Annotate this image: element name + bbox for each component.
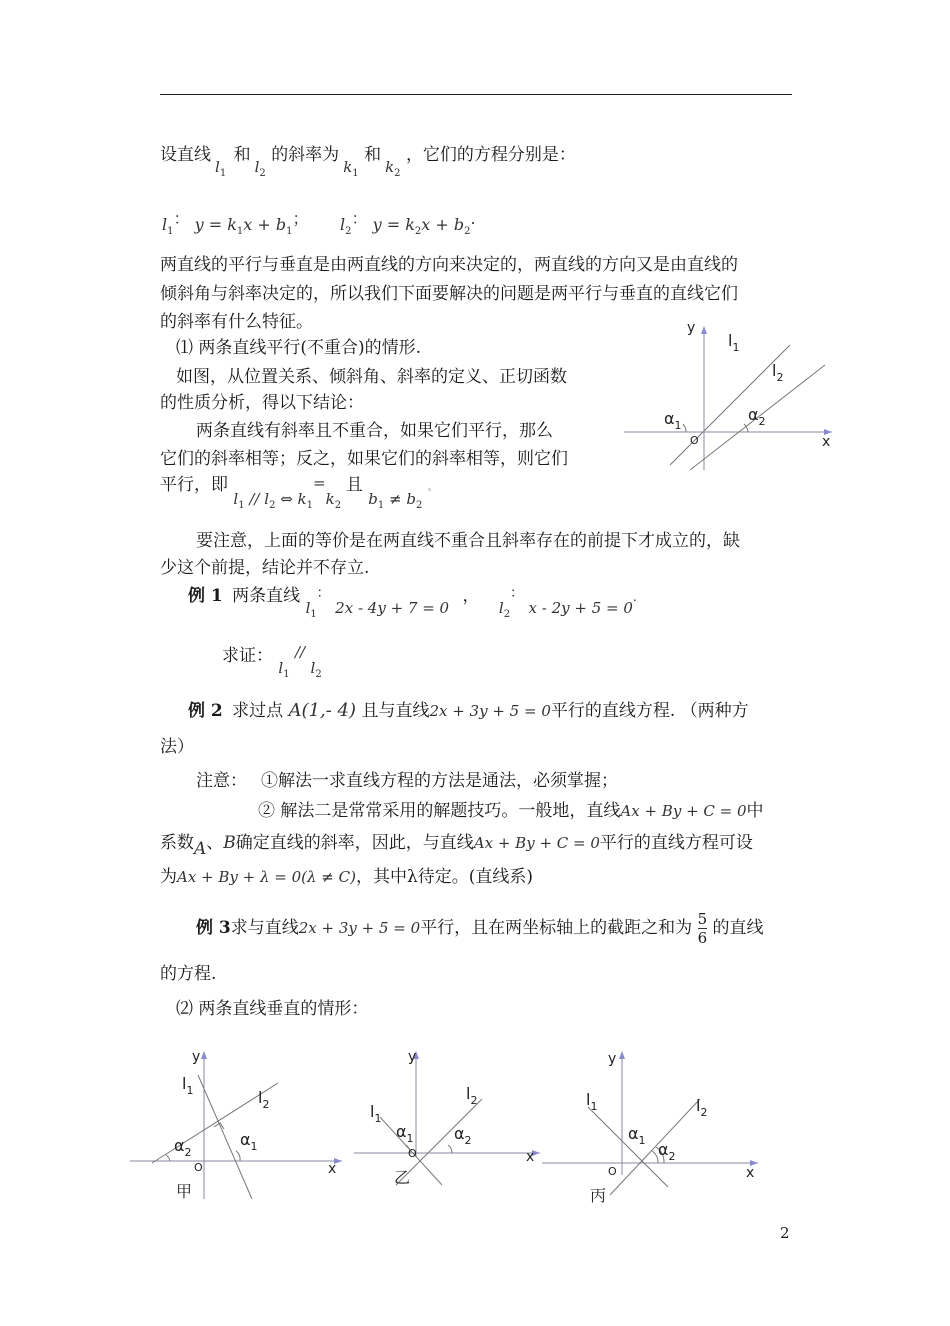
perpendicular-figure-bing: [540, 1045, 770, 1210]
svg-text:O: O: [194, 1161, 203, 1174]
example-1: 例 1 两条直线 $l_1^:$ 2x - 4y + 7 = 0 ， $l_2^:$ x - 2y + 5 = 0.: [188, 586, 637, 620]
svg-text:丙: 丙: [590, 1186, 607, 1205]
page-number: 2: [780, 1224, 790, 1242]
svg-text:α2: $\alpha_2$: [174, 1136, 192, 1159]
note-1: 注意： ①解法一求直线方程的方法是通法，必须掌握；: [196, 771, 618, 791]
perpendicular-figure-jia: [128, 1045, 348, 1205]
svg-text:l1: $l_1$: [728, 331, 740, 354]
svg-text:α1: $\alpha_1$: [396, 1122, 414, 1145]
svg-text:甲: 甲: [176, 1182, 193, 1201]
intro-line: 设直线$l_1$ 和$l_2$ 的斜率为$k_1$ 和$k_2$ ，它们的方程分别是：: [160, 145, 576, 179]
svg-text:x: x: [328, 1161, 337, 1177]
para-conclusion-line3: 平行，即 $l_1 // l_2$ ⇔ $k_1=k_2$ 且 $b_1 \ne b_2$ 。: [160, 474, 437, 511]
svg-text:α1: $\alpha_1$: [628, 1124, 646, 1147]
svg-text:α2: $\alpha_2$: [658, 1140, 676, 1163]
svg-text:l2: $l_2$: [696, 1096, 708, 1119]
para-conclusion-line1: 两条直线有斜率且不重合，如果它们平行，那么: [196, 421, 553, 441]
svg-text:l2: $l_2$: [772, 361, 784, 384]
para-analysis-line2: 的性质分析，得以下结论：: [160, 393, 364, 413]
equation-l1: $l_1$： $y = k_1x + b_1$；: [162, 209, 309, 237]
para-direction-line1: 两直线的平行与垂直是由两直线的方向来决定的，两直线的方向又是由直线的: [160, 255, 738, 275]
para-direction-line3: 的斜率有什么特征。: [160, 312, 313, 332]
note-3: 系数A、B确定直线的斜率，因此，与直线Ax + By + C = 0平行的直线方程可设: [160, 833, 753, 859]
para-conclusion-line2: 它们的斜率相等；反之，如果它们的斜率相等，则它们: [160, 449, 568, 469]
svg-text:l1: $l_1$: [586, 1090, 598, 1113]
equation-l2: $l_2$： $y = k_2x + b_2$.: [340, 209, 476, 237]
para-note-line1: 要注意，上面的等价是在两直线不重合且斜率存在的前提下才成立的，缺: [196, 531, 740, 551]
example-2: 例 2 求过点 A(1,- 4) 且与直线2x + 3y + 5 = 0平行的直线方程. （两种方: [188, 700, 749, 721]
prove-statement: 求证： $l_1 // l_2$: [222, 643, 322, 680]
note-4: 为Ax + By + λ = 0(λ ≠ C)，其中λ待定。(直线系): [160, 867, 533, 887]
svg-text:O: O: [608, 1165, 617, 1178]
fraction-5-6: $\frac{5}{6}$: [697, 910, 708, 947]
header-rule: [160, 94, 792, 95]
svg-text:y: y: [192, 1049, 201, 1065]
svg-text:乙: 乙: [394, 1168, 411, 1187]
para-analysis-line1: 如图，从位置关系、倾斜角、斜率的定义、正切函数: [176, 367, 567, 387]
svg-text:l1: $l_1$: [182, 1074, 194, 1097]
para-note-line2: 少这个前提，结论并不存立.: [160, 558, 370, 578]
parallel-lines-figure: [620, 320, 840, 480]
svg-text:α2: $\alpha_2$: [748, 405, 766, 428]
svg-text:y: y: [608, 1051, 617, 1067]
perpendicular-figure-yi: [352, 1045, 552, 1195]
svg-text:α1: $\alpha_1$: [240, 1130, 258, 1153]
section-parallel-heading: ⑴ 两条直线平行(不重合)的情形.: [176, 338, 422, 358]
example-2-cont: 法）: [160, 737, 194, 757]
y-axis-label: y: [687, 320, 696, 336]
section-perpendicular-heading: ⑵ 两条直线垂直的情形：: [176, 999, 369, 1019]
svg-text:l1: $l_1$: [370, 1102, 382, 1125]
svg-text:l2: $l_2$: [466, 1084, 478, 1107]
origin-label: O: [690, 434, 699, 447]
para-direction-line2: 倾斜角与斜率决定的，所以我们下面要解决的问题是两平行与垂直的直线它们: [160, 284, 738, 304]
svg-text:α2: $\alpha_2$: [454, 1124, 472, 1147]
example-3: 例 3求与直线2x + 3y + 5 = 0平行，且在两坐标轴上的截距之和为 $\frac{5}{6}$ 的直线: [196, 910, 764, 947]
svg-text:x: x: [526, 1149, 535, 1165]
svg-text:l2: $l_2$: [258, 1088, 270, 1111]
svg-text:α1: $\alpha_1$: [664, 409, 682, 432]
svg-text:x: x: [746, 1165, 755, 1181]
svg-text:O: O: [408, 1147, 417, 1160]
note-2: ② 解法二是常常采用的解题技巧。一般地，直线Ax + By + C = 0中: [258, 801, 764, 821]
example-3-cont: 的方程.: [160, 964, 217, 984]
svg-text:y: y: [408, 1049, 417, 1065]
x-axis-label: x: [822, 434, 831, 450]
